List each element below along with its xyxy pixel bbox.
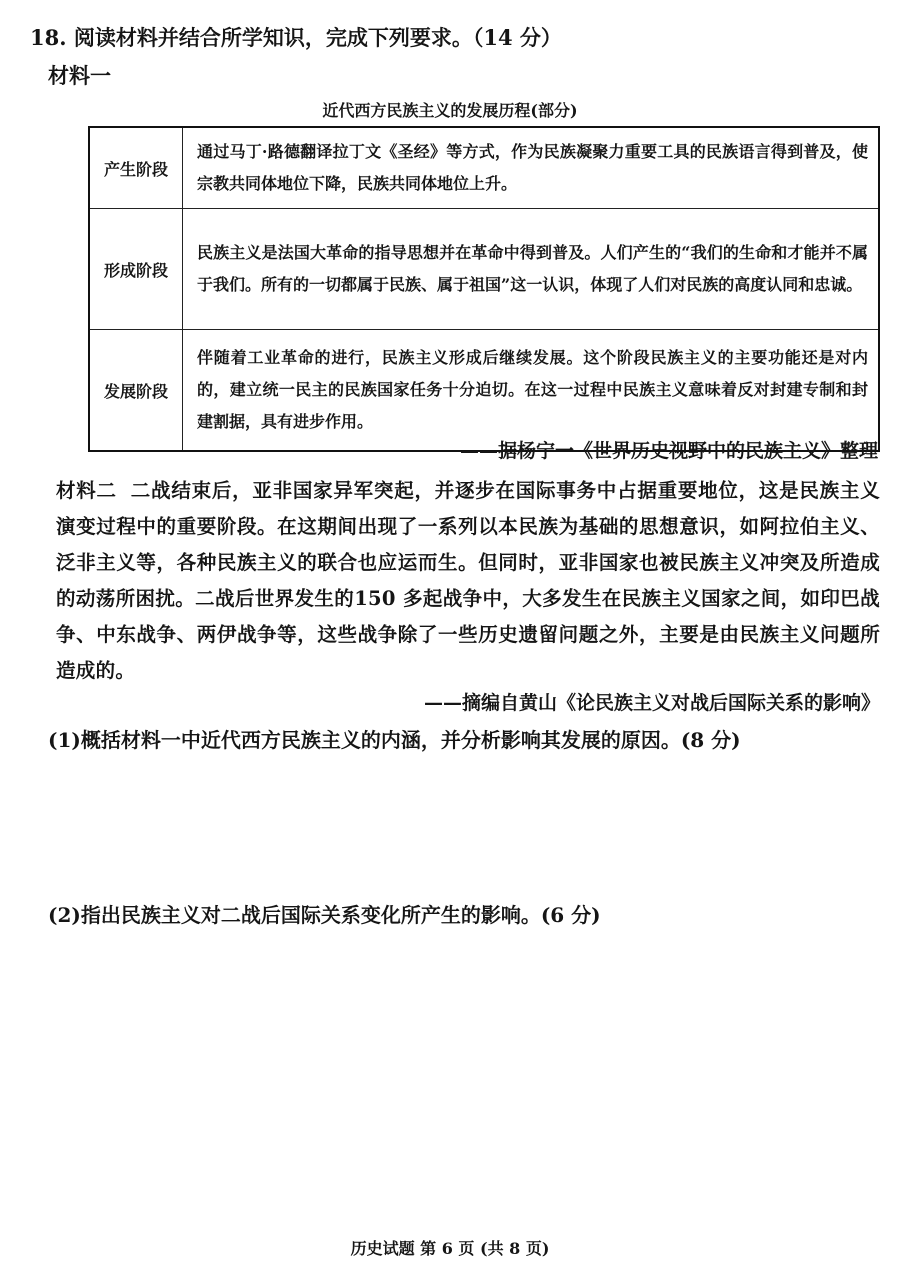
nationalism-stages-table (88, 126, 880, 452)
sub-question-2: (2)指出民族主义对二战后国际关系变化所产生的影响。(6 分) (48, 903, 601, 927)
material2-source: ——摘编自黄山《论民族主义对战后国际关系的影响》 (423, 692, 880, 714)
material2-text: 二战结束后，亚非国家异军突起，并逐步在国际事务中占据重要地位，这是民族主义演变过程中的重要阶段。在这期间出现了一系列以本民族为基础的思想意识，如阿拉伯主义、泛非主义等，各种民族主义的联合也应运而生。但同时，亚非国家也被民族主义冲突及所造成的动荡所困扰。二战后世界发生的150 多起战争中，大多发生在民族主义国家之间，如印巴战争、中东战争、两伊战争等，这些战争除了一些历史遗留问题之外，主要是由民族主义问题所造成的。 (56, 479, 880, 682)
page-footer: 历史试题 第 6 页 (共 8 页) (350, 1239, 550, 1258)
table-row (89, 127, 879, 209)
material1-label: 材料一 (48, 63, 111, 88)
material2-label: 材料二 (56, 479, 117, 502)
table-row (89, 209, 879, 330)
material2-paragraph (56, 473, 880, 689)
table-title: 近代西方民族主义的发展历程(部分) (322, 101, 578, 120)
material1-source: ——据杨宁一《世界历史视野中的民族主义》整理 (459, 440, 878, 462)
stage-label: 产生阶段 (89, 127, 183, 209)
stage-label: 发展阶段 (89, 330, 183, 452)
stage-description: 通过马丁·路德翻译拉丁文《圣经》等方式，作为民族凝聚力重要工具的民族语言得到普及，使宗教共同体地位下降，民族共同体地位上升。 (183, 127, 880, 209)
sub-question-1: (1)概括材料一中近代西方民族主义的内涵，并分析影响其发展的原因。(8 分) (48, 728, 741, 752)
table-row (89, 330, 879, 452)
stage-label: 形成阶段 (89, 209, 183, 330)
question-title: 18. 阅读材料并结合所学知识，完成下列要求。（14 分） (30, 25, 562, 50)
stage-description: 伴随着工业革命的进行，民族主义形成后继续发展。这个阶段民族主义的主要功能还是对内的，建立统一民主的民族国家任务十分迫切。在这一过程中民族主义意味着反对封建专制和封建割据，具有进步作用。 (183, 330, 880, 452)
stage-description: 民族主义是法国大革命的指导思想并在革命中得到普及。人们产生的“我们的生命和才能并不属于我们。所有的一切都属于民族、属于祖国”这一认识，体现了人们对民族的高度认同和忠诚。 (183, 209, 880, 330)
